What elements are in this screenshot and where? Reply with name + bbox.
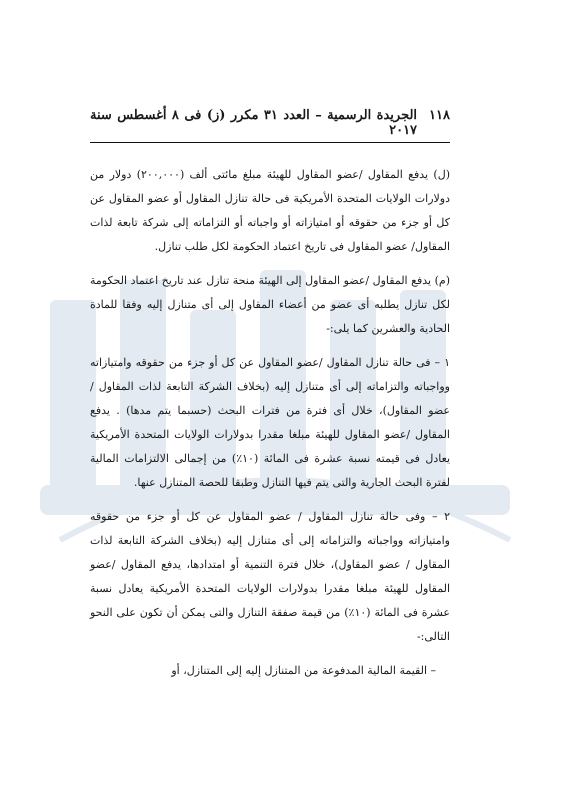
paragraph-item-2: ٢ – وفى حالة تنازل المقاول / عضو المقاول عن كل أو جزء من حقوقه وامتيازاته وواجباته والتزاماته إلى أى متنازل إليه (بخلاف الشركة التابعة لذات المقاول / عضو المقاول)، خلال فترة التنمية أو امتدادها، يدفع المقاول /عضو المقاول للهيئة مبلغا مقدرا بدولارات الولايات المتحدة الأمريكية يعادل نسبة عشرة فى المائة (١٠٪) من قيمة صفقة التنازل والتى يمكن أن تكون على النحو التالى:- bbox=[90, 510, 450, 643]
page-header bbox=[90, 108, 450, 143]
paragraph-item-1: ١ – فى حالة تنازل المقاول /عضو المقاول عن كل أو جزء من حقوقه وامتيازاته وواجباته والتزاماته إلى أى متنازل إليه (بخلاف الشركة التابعة لذات المقاول / عضو المقاول)، خلال أى فترة من فترات البحث (حسبما يتم مدها) . يدفع المقاول /عضو المقاول للهيئة مبلغا مقدرا بدولارات الولايات المتحدة الأمريكية يعادل فى قيمته نسبة عشرة فى المائة (١٠٪) من إجمالى الالتزامات المالية لفترة البحث الجارية والتى يتم فيها التنازل وطبقا للحصة المتنازل عنها. bbox=[90, 356, 451, 489]
paragraph-m: (م) يدفع المقاول /عضو المقاول إلى الهيئة منحة تنازل عند تاريخ اعتماد الحكومة لكل تنازل يطلبه أى عضو من أعضاء المقاول إلى أى متنازل إليه وفقا للمادة الحادية والعشرين كما يلى:- bbox=[90, 274, 450, 335]
paragraph-dash-item: – القيمة المالية المدفوعة من المتنازل إليه إلى المتنازل، أو bbox=[171, 664, 436, 677]
gazette-title: الجريدة الرسمية – العدد ٣١ مكرر (ز) فى ٨ أغسطس سنة ٢٠١٧ bbox=[90, 108, 418, 138]
document-page bbox=[90, 108, 450, 693]
paragraph-l: (ل) يدفع المقاول /عضو المقاول للهيئة مبلغ مائتى ألف (٢٠٠,٠٠٠) دولار من دولارات الولايات المتحدة الأمريكية فى حالة تنازل المقاول أو عضو المقاول عن كل أو جزء من حقوقه أو امتيازاته أو واجباته أو التزاماته إلى شركة تابعة لذات المقاول/ عضو المقاول فى تاريخ اعتماد الحكومة لكل طلب تنازل. bbox=[90, 168, 450, 253]
page-number: ١١٨ bbox=[429, 108, 450, 123]
